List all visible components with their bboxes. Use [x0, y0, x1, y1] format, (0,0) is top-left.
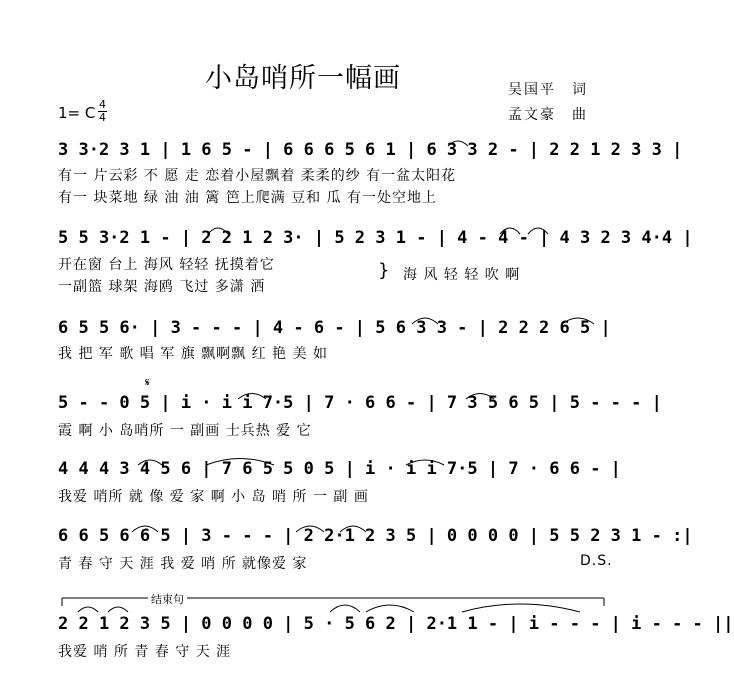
notation-row-1: 3 3·2 3 1 | 1 6 5 - | 6 6 6 5 6 1 | 6 3 3 2 - | 2 2 1 2 3 3 |: [58, 140, 683, 160]
page-title: 小岛哨所一幅画: [205, 63, 401, 94]
notation-row-4: 5 - - 0 5 | i · i i 7·5 | 7 · 6 6 - | 7 3 5 6 5 | 5 - - - |: [58, 393, 662, 413]
notation-row-5: 4 4 4 3 4 5 6 | 7 6 5 5 0 5 | i · i i 7·5 | 7 · 6 6 - |: [58, 459, 621, 479]
lyrics-row-2-shared: 海 风 轻 轻 吹 啊: [403, 267, 521, 283]
lyrics-row-2-verse-1: 开在窗 台上 海风 轻轻 抚摸着它: [58, 257, 275, 273]
notation-row-2: 5 5 3·2 1 - | 2 2 1 2 3· | 5 2 3 1 - | 4 - 4 - | 4 3 2 3 4·4 |: [58, 228, 693, 248]
notation-row-7: 2 2 1 2 3 5 | 0 0 0 0 | 5 · 5 6 2 | 2·1 1 - | i - - - | i - - - ||: [58, 614, 734, 634]
verse-brace: }: [378, 260, 391, 281]
lyrics-row-7: 我爱 哨 所 青 春 守 天 涯: [58, 644, 232, 660]
time-signature-top: 4: [99, 98, 106, 111]
lyricist-credit: 吴国平 词: [508, 82, 588, 98]
time-signature-bottom: 4: [99, 111, 106, 124]
time-signature: [98, 100, 107, 123]
key-signature: 1= C: [58, 104, 96, 122]
segno-icon: 𝄋: [145, 376, 150, 389]
lyrics-row-3: 我 把 军 歌 唱 军 旗 飘啊飘 红 艳 美 如: [58, 346, 328, 362]
notation-row-6: 6 6 5 6 6 5 | 3 - - - | 2 2·1 2 3 5 | 0 0 0 0 | 5 5 2 3 1 - :|: [58, 526, 693, 546]
dal-segno-mark: D.S.: [580, 553, 613, 569]
lyrics-row-4: 霞 啊 小 岛哨所 一 副画 士兵热 爱 它: [58, 423, 312, 439]
notation-row-3: 6 5 5 6· | 3 - - - | 4 - 6 - | 5 6 3 3 - | 2 2 2 6 5 |: [58, 318, 611, 338]
lyrics-row-1-verse-1: 有一 片云彩 不 愿 走 恋着小屋飘着 柔柔的纱 有一盆太阳花: [58, 168, 457, 184]
lyrics-row-5: 我爱 哨所 就 像 爱 家 啊 小 岛 哨 所 一 副 画: [58, 489, 369, 505]
lyrics-row-2-verse-2: 一副篮 球架 海鸥 飞过 多潇 洒: [58, 279, 266, 295]
composer-credit: 孟文豪 曲: [508, 107, 588, 123]
lyrics-row-1-verse-2: 有一 块菜地 绿 油 油 篱 笆上爬满 豆和 瓜 有一处空地上: [58, 190, 438, 206]
ending-label: 结束句: [148, 591, 187, 607]
lyrics-row-6: 青 春 守 天 涯 我 爱 哨 所 就像爱 家: [58, 556, 308, 572]
